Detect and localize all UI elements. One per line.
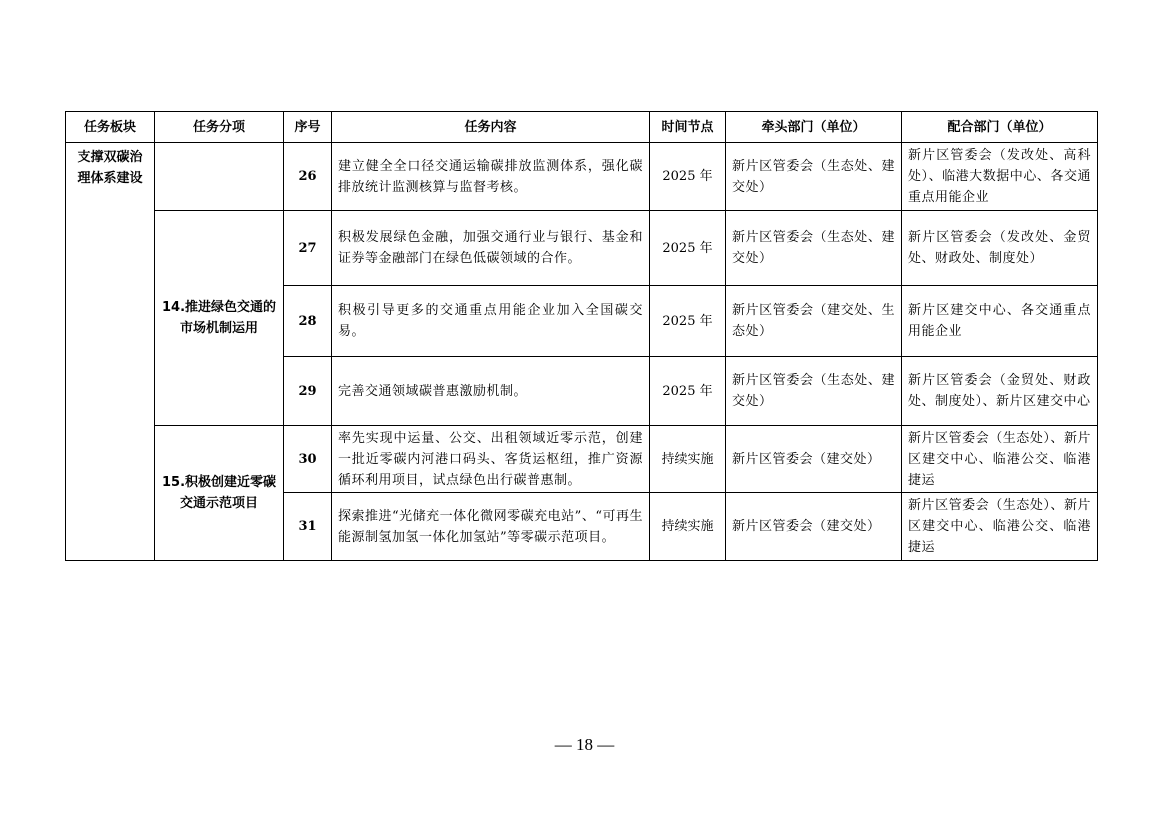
header-task-item: 任务分项 — [155, 112, 284, 143]
header-time-node: 时间节点 — [650, 112, 726, 143]
lead-department-cell: 新片区管委会（建交处） — [726, 493, 902, 561]
cooperating-department-cell: 新片区建交中心、各交通重点用能企业 — [902, 286, 1098, 357]
time-node-cell: 2025 年 — [650, 286, 726, 357]
serial-number-cell: 30 — [284, 426, 332, 493]
task-content-cell: 探索推进“光储充一体化微网零碳充电站”、“可再生能源制氢加氢一体化加氢站”等零碳示范项目。 — [332, 493, 650, 561]
time-node-cell: 2025 年 — [650, 143, 726, 211]
lead-department-cell: 新片区管委会（生态处、建交处） — [726, 143, 902, 211]
page-number: — 18 — — [554, 735, 615, 754]
time-node-cell: 2025 年 — [650, 357, 726, 426]
lead-department-cell: 新片区管委会（建交处） — [726, 426, 902, 493]
serial-number-cell: 26 — [284, 143, 332, 211]
table-row — [66, 143, 1098, 211]
task-item-cell-empty — [155, 143, 284, 211]
time-node-cell: 持续实施 — [650, 493, 726, 561]
cooperating-department-cell: 新片区管委会（生态处）、新片区建交中心、临港公交、临港捷运 — [902, 493, 1098, 561]
cooperating-department-cell: 新片区管委会（发改处、高科处）、临港大数据中心、各交通重点用能企业 — [902, 143, 1098, 211]
task-block-cell: 支撑双碳治理体系建设 — [66, 143, 155, 561]
task-content-cell: 积极发展绿色金融，加强交通行业与银行、基金和证券等金融部门在绿色低碳领域的合作。 — [332, 211, 650, 286]
header-cooperating-department: 配合部门（单位） — [902, 112, 1098, 143]
lead-department-cell: 新片区管委会（生态处、建交处） — [726, 211, 902, 286]
table-row — [66, 426, 1098, 493]
table-header-row — [66, 112, 1098, 143]
header-task-content: 任务内容 — [332, 112, 650, 143]
task-content-cell: 率先实现中运量、公交、出租领域近零示范，创建一批近零碳内河港口码头、客货运枢纽，推广资源循环利用项目，试点绿色出行碳普惠制。 — [332, 426, 650, 493]
serial-number-cell: 27 — [284, 211, 332, 286]
serial-number-cell: 28 — [284, 286, 332, 357]
serial-number-cell: 31 — [284, 493, 332, 561]
cooperating-department-cell: 新片区管委会（生态处）、新片区建交中心、临港公交、临港捷运 — [902, 426, 1098, 493]
lead-department-cell: 新片区管委会（生态处、建交处） — [726, 357, 902, 426]
cooperating-department-cell: 新片区管委会（金贸处、财政处、制度处）、新片区建交中心 — [902, 357, 1098, 426]
lead-department-cell: 新片区管委会（建交处、生态处） — [726, 286, 902, 357]
task-item-cell: 14.推进绿色交通的市场机制运用 — [155, 211, 284, 426]
header-lead-department: 牵头部门（单位） — [726, 112, 902, 143]
cooperating-department-cell: 新片区管委会（发改处、金贸处、财政处、制度处） — [902, 211, 1098, 286]
task-item-cell: 15.积极创建近零碳交通示范项目 — [155, 426, 284, 561]
task-table — [65, 111, 1098, 561]
header-task-block: 任务板块 — [66, 112, 155, 143]
time-node-cell: 持续实施 — [650, 426, 726, 493]
time-node-cell: 2025 年 — [650, 211, 726, 286]
serial-number-cell: 29 — [284, 357, 332, 426]
header-serial-number: 序号 — [284, 112, 332, 143]
table-row — [66, 211, 1098, 286]
task-content-cell: 积极引导更多的交通重点用能企业加入全国碳交易。 — [332, 286, 650, 357]
task-content-cell: 建立健全全口径交通运输碳排放监测体系，强化碳排放统计监测核算与监督考核。 — [332, 143, 650, 211]
task-content-cell: 完善交通领域碳普惠激励机制。 — [332, 357, 650, 426]
